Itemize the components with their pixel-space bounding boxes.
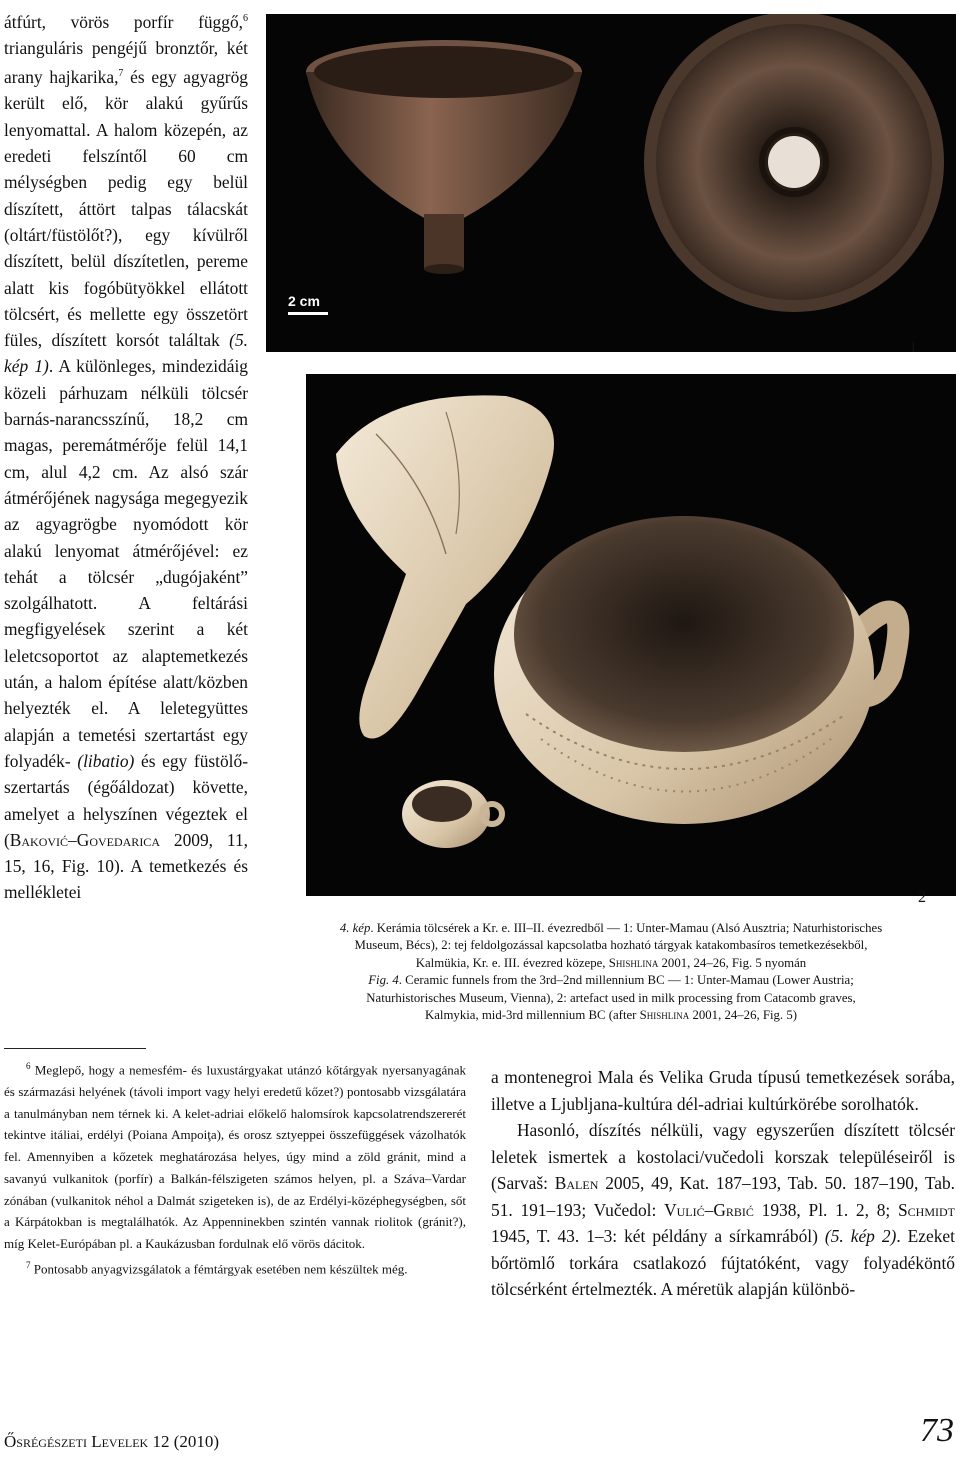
body-paragraph: a montenegroi Mala és Velika Gruda típusú temetkezések sorába, illetve a Ljubljana-kultúra dél-adriai kultúrkörébe sorolhatók. [491,1067,955,1114]
latin-term: (libatio) [77,750,135,771]
footnote-marker-7[interactable]: 7 [118,68,124,80]
figure-caption [266,920,956,1024]
caption-text: Kalmükia, Kr. e. III. évezred közepe, [415,955,609,970]
page-number: 73 [920,1412,954,1449]
caption-en-line-2: Naturhistorisches Museum, Vienna), 2: artefact used in milk processing from Catacomb graves, [366,990,856,1005]
citation-author: Schmidt [897,1199,955,1220]
figure-reference[interactable]: (5. kép 1) [4,330,248,377]
body-text: és egy füstölő-szertartás (égőáldozat) követte, amelyet a helyszínen végeztek el ( [4,750,249,850]
figure-label-1: 1 [909,339,917,356]
citation-author: Vulić–Grbić [664,1199,754,1220]
caption-hu-line-1 [266,920,956,937]
body-paragraph [4,6,248,906]
figure-label-2: 2 [918,889,926,906]
citation-author: Baković–Govedarica [9,829,160,850]
footnotes [4,1056,466,1280]
body-text: átfúrt, vörös porfír függő, [4,11,243,32]
caption-text: 2001, 24–26, Fig. 5) [689,1008,797,1023]
body-text: . Ezeket bőrtömlő torkára csatlakozó fújtatóként, vagy folyadéköntő tölcsérként értelmezték. A méretük alapján különbö- [491,1226,955,1299]
left-text-column [4,6,248,906]
right-text-column [491,1064,955,1303]
funnel-top-view [644,14,944,312]
footnote-7 [4,1255,466,1280]
body-paragraph [491,1117,955,1303]
caption-hu-line-2: Museum, Bécs), 2: tej feldolgozással kapcsolatba hozható tárgyak katakombasíros temetkezésekből, [354,938,868,953]
body-text: 1945, T. 43. 1–3: két példány a sírkamrából) [491,1226,825,1246]
body-text: 2009, 11, 15, 16, Fig. 10). A temetkezés és mellékletei [4,829,248,903]
caption-hu-prefix: 4. kép [339,921,371,935]
caption-author: Shishlina [639,1008,690,1023]
citation-author: Balen [554,1173,599,1193]
caption-text: Kalmykia, mid-3rd millennium BC (after [424,1008,640,1023]
caption-en-prefix: Fig. 4 [368,973,399,988]
caption-en-line-3 [266,1007,956,1024]
figure-4-plate [266,14,956,914]
journal-running-footer: Ősrégészeti Levelek 12 (2010) [4,1432,220,1451]
body-text: és egy agyagrög került elő, kör alakú gyűrűs lenyomattal. A halom közepén, az eredeti felszíntől 60 cm mélységben pedig egy belül díszített, áttört talpas tálacskát (oltárt/füstölőt?), egy kívülről díszített, belül díszítetlen, pereme alatt kis fogóbütyökkel ellátott tölcsért, és mellette egy összetört füles, díszített korsót találtak [4,67,248,351]
body-text: 2005, 49, Kat. 187–193, Tab. 50. 187–190, Tab. 51. 191–193; Vučedol: [491,1173,955,1220]
caption-hu-line-3 [266,955,956,972]
footnote-marker-6[interactable]: 6 [243,13,248,24]
caption-author: Shishlina [608,955,659,970]
caption-text: . Kerámia tölcsérek a Kr. e. III–II. évezredből — 1: Unter-Mamau (Alsó Ausztria; Naturhistorisches [370,921,883,935]
footnote-number: 7 [26,1259,31,1270]
footnote-text: Pontosabb anyagvizsgálatok a fémtárgyak esetében nem készültek még. [30,1260,408,1276]
body-text: 1938, Pl. 1. 2, 8; [753,1199,898,1220]
footnote-number: 6 [26,1061,31,1071]
footnote-separator [4,1048,146,1049]
footnote-6 [4,1056,466,1255]
scale-bar [288,312,328,315]
body-text: . A különleges, mindezidáig közeli párhuzam nélküli tölcsér barnás-narancsszínű, 18,2 cm magas, peremátmérője felül 14,1 cm, alul 4,2 cm. Az alsó szár átmérőjének nagysága megegyezik az agyagrögbe nyomódott kör alakú lenyomat átmérőjével: ez tehát a tölcsér „dugójaként” szolgálhatott. A feltárási megfigyelések szerint a két leletcsoportot az alaptemetkezés után, a halom építése alatt/közben helyezték el. A leletegyüttes alapján a temetési szertartást egy folyadék- [4,356,249,771]
body-text: trianguláris pengéjű bronztőr, két arany hajkarika, [4,38,248,88]
scale-label: 2 cm [288,293,320,309]
footnote-text: Meglepő, hogy a nemesfém- és luxustárgyakat utánzó kőtárgyak nyersanyagának és származási helyének (távoli import vagy helyi eredetű kőzet?) pontosabb vizsgálatára a tanulmányban nem térnek ki. A kelet-adriai előkelő halomsírok kapcsolatrendszererét tekintve itáliai, erdélyi (Poiana Ampoiţa), és orosz sztyeppei összefüggések vázolhatók fel. Amennyiben a kőzetek meghatározása helyes, úgy mind a zöld gránit, mind a savanyú vulkanitok (porfír) a Balkán-félszigeten számos helyen, pl. a Száva–Vardar zónában (vulkanitok néhol a Dalmát szigeteken is), de az Erdélyi-középhegységben, sőt a Kárpátokban is megtalálhatók. Az Appenninekben szintén vannak riolitok (gránit?), míg Kelet-Európában pl. a Kaukázusban fordulnak elő vörös dácitok. [4,1062,466,1251]
caption-text: . Ceramic funnels from the 3rd–2nd millennium BC — 1: Unter-Mamau (Lower Austria; [398,973,854,988]
figure-photos [266,14,956,914]
figure-reference[interactable]: (5. kép 2) [824,1226,897,1246]
caption-text: 2001, 24–26, Fig. 5 nyomán [658,955,807,970]
body-text: Hasonló, díszítés nélküli, vagy egyszerűen díszített tölcsér leletek ismertek a kostolaci/vučedoli korszak településeiről is (Sarvaš: [491,1120,955,1193]
caption-en-line-1 [266,972,956,989]
